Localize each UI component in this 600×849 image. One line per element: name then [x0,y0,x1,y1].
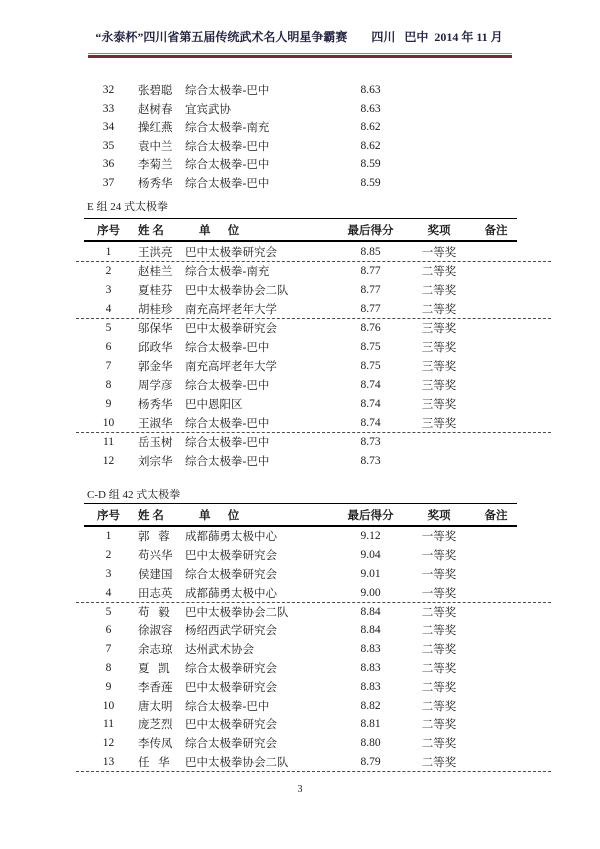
row-number: 1 [105,245,112,258]
row-number: 3 [105,567,112,580]
table-row [84,242,517,261]
athlete-name: 苟兴华 [138,550,173,563]
final-score: 8.79 [360,755,381,768]
award-label: 一等奖 [421,550,457,563]
table-row [84,118,517,137]
table-row [84,546,517,565]
table-row [84,734,517,753]
athlete-name: 邱政华 [138,341,173,354]
final-score: 8.83 [360,680,381,693]
unit-name: 综合太极拳-巴中 [185,436,270,449]
athlete-name: 周学彦 [138,379,173,392]
final-score: 8.73 [360,454,381,467]
final-score: 8.84 [360,605,381,618]
column-header-award: 奖项 [427,224,451,237]
final-score: 8.59 [360,176,381,189]
page-number: 3 [297,784,303,795]
award-label: 一等奖 [421,531,457,544]
award-label: 二等奖 [421,719,457,732]
final-score: 9.04 [360,549,381,562]
unit-name: 综合太极拳-巴中 [185,379,270,392]
final-score: 8.81 [360,718,381,731]
award-label: 二等奖 [421,681,457,694]
table-header-row [84,219,517,242]
final-score: 8.84 [360,624,381,637]
unit-name: 综合太极拳-南充 [185,265,270,278]
award-label: 三等奖 [421,417,457,430]
section-cd-table-body [84,527,517,771]
athlete-name: 杨秀华 [138,177,173,190]
table-row [84,299,517,318]
athlete-name: 郭 蓉 [138,531,170,544]
unit-name: 综合太极拳-南充 [185,122,270,135]
athlete-name: 夏桂芬 [138,284,173,297]
table-row [84,318,517,337]
table-row [84,583,517,602]
award-label: 二等奖 [421,738,457,751]
unit-name: 综合太极拳-巴中 [185,341,270,354]
section-e-table [84,218,517,470]
header-title: “永泰杯”四川省第五届传统武术名人明星争霸赛 [95,30,348,44]
table-row [84,155,517,174]
unit-name: 巴中太极拳研究会 [185,550,277,563]
row-number: 2 [105,264,112,277]
unit-name: 综合太极拳-巴中 [185,177,270,190]
final-score: 9.00 [360,586,381,599]
unit-name: 巴中恩阳区 [185,398,243,411]
athlete-name: 庞芝烈 [138,719,173,732]
page-header [84,28,514,45]
header-rule [88,53,512,58]
unit-name: 南充高坪老年大学 [185,303,277,316]
row-number: 11 [102,435,115,448]
final-score: 8.77 [360,264,381,277]
row-number: 13 [102,755,115,768]
table-row [84,394,517,413]
table-row [84,715,517,734]
athlete-name: 刘宗华 [138,455,173,468]
row-number: 6 [105,340,112,353]
athlete-name: 王淑华 [138,417,173,430]
column-header-score: 最后得分 [347,509,394,522]
table-header-row [84,504,517,527]
athlete-name: 李香莲 [138,681,173,694]
award-label: 二等奖 [421,284,457,297]
final-score: 8.83 [360,661,381,674]
row-number: 10 [102,416,115,429]
final-score: 8.75 [360,340,381,353]
unit-name: 巴中太极拳研究会 [185,719,277,732]
award-label: 一等奖 [421,587,457,600]
athlete-name: 徐淑容 [138,625,173,638]
athlete-name: 李传凤 [138,738,173,751]
header-rule-thin-line [88,53,512,54]
unit-name: 综合太极拳-巴中 [185,85,270,98]
table-row [84,451,517,470]
table-row [84,602,517,621]
final-score: 9.12 [360,530,381,543]
athlete-name: 郭金华 [138,360,173,373]
row-number: 35 [102,139,115,152]
athlete-name: 张碧聪 [138,85,173,98]
final-score: 8.74 [360,397,381,410]
table-row [84,375,517,394]
row-number: 8 [105,378,112,391]
athlete-name: 岳玉树 [138,436,173,449]
final-score: 8.77 [360,302,381,315]
table-row [84,356,517,375]
column-header-note: 备注 [484,224,508,237]
row-number: 9 [105,397,112,410]
final-score: 8.62 [360,139,381,152]
award-label: 二等奖 [421,625,457,638]
unit-name: 综合太极拳研究会 [185,568,277,581]
row-number: 5 [105,321,112,334]
row-number: 33 [102,102,115,115]
row-number: 7 [105,359,112,372]
final-score: 8.85 [360,245,381,258]
award-label: 一等奖 [421,568,457,581]
row-number: 32 [102,84,115,97]
row-number: 6 [105,624,112,637]
unit-name: 成都蒒勇太极中心 [185,531,277,544]
header-venue-date: 四川 巴中 2014 年 11 月 [371,30,503,44]
table-row [84,640,517,659]
unit-name: 巴中太极拳协会二队 [185,284,289,297]
column-header-no: 序号 [97,224,120,237]
unit-name: 宜宾武协 [185,103,231,116]
final-score: 8.63 [360,102,381,115]
row-number: 10 [102,699,115,712]
athlete-name: 田志英 [138,587,173,600]
award-label: 三等奖 [421,341,457,354]
table-row [84,677,517,696]
row-number: 8 [105,661,112,674]
unit-name: 巴中太极拳研究会 [185,681,277,694]
table-row [84,753,517,772]
row-number: 9 [105,680,112,693]
final-score: 8.76 [360,321,381,334]
athlete-name: 余志琼 [138,644,173,657]
row-number: 7 [105,643,112,656]
column-header-score: 最后得分 [347,224,394,237]
column-header-name: 姓 名 [138,509,164,522]
final-score: 8.80 [360,737,381,750]
athlete-name: 杨秀华 [138,398,173,411]
continuation-table [84,81,517,192]
athlete-name: 胡桂珍 [138,303,173,316]
column-header-unit: 单 位 [199,224,240,237]
award-label: 二等奖 [421,700,457,713]
unit-name: 杨绍西武学研究会 [185,625,277,638]
award-label: 二等奖 [421,606,457,619]
final-score: 8.73 [360,435,381,448]
table-row [84,100,517,119]
table-row [84,659,517,678]
table-row [84,565,517,584]
row-number: 12 [102,454,115,467]
athlete-name: 王洪亮 [138,246,173,259]
column-header-note: 备注 [484,509,508,522]
table-row [84,621,517,640]
table-row [84,174,517,193]
athlete-name: 唐太明 [138,700,173,713]
table-row [84,337,517,356]
table-row [84,432,517,451]
final-score: 8.74 [360,416,381,429]
row-number: 5 [105,605,112,618]
final-score: 8.75 [360,359,381,372]
unit-name: 巴中太极拳协会二队 [185,606,289,619]
table-row [84,413,517,432]
award-label: 二等奖 [421,756,457,769]
unit-name: 综合太极拳-巴中 [185,159,270,172]
row-number: 12 [102,737,115,750]
unit-name: 综合太极拳-巴中 [185,700,270,713]
table-row [84,280,517,299]
award-label: 三等奖 [421,398,457,411]
row-number: 34 [102,121,115,134]
final-score: 8.77 [360,283,381,296]
table-row [84,81,517,100]
header-rule-thick-line [88,55,512,58]
award-label: 三等奖 [421,379,457,392]
award-label: 三等奖 [421,322,457,335]
section-e-title: E 组 24 式太极拳 [87,201,168,213]
unit-name: 综合太极拳-巴中 [185,417,270,430]
column-header-name: 姓 名 [138,224,164,237]
athlete-name: 赵桂兰 [138,265,173,278]
athlete-name: 操红燕 [138,122,173,135]
athlete-name: 任 华 [138,756,170,769]
table-row [84,527,517,546]
award-label: 二等奖 [421,303,457,316]
final-score: 8.59 [360,158,381,171]
column-header-unit: 单 位 [199,509,240,522]
award-label: 二等奖 [421,644,457,657]
row-number: 1 [105,530,112,543]
unit-name: 南充高坪老年大学 [185,360,277,373]
row-number: 4 [105,302,112,315]
award-label: 二等奖 [421,662,457,675]
unit-name: 达州武术协会 [185,644,254,657]
table-row [84,137,517,156]
row-number: 4 [105,586,112,599]
unit-name: 成都蒒勇太极中心 [185,587,277,600]
unit-name: 综合太极拳-巴中 [185,455,270,468]
row-number: 2 [105,549,112,562]
unit-name: 综合太极拳研究会 [185,738,277,751]
award-label: 二等奖 [421,265,457,278]
column-header-award: 奖项 [427,509,451,522]
final-score: 9.01 [360,567,381,580]
athlete-name: 苟 毅 [138,606,170,619]
final-score: 8.83 [360,643,381,656]
row-number: 37 [102,176,115,189]
final-score: 8.62 [360,121,381,134]
award-label: 三等奖 [421,360,457,373]
athlete-name: 袁中兰 [138,140,173,153]
unit-name: 巴中太极拳协会二队 [185,756,289,769]
unit-name: 巴中太极拳研究会 [185,246,277,259]
row-number: 36 [102,158,115,171]
unit-name: 综合太极拳研究会 [185,662,277,675]
section-e-table-body [84,242,517,470]
section-cd-title: C-D 组 42 式太极拳 [87,489,181,501]
unit-name: 巴中太极拳研究会 [185,322,277,335]
athlete-name: 邬保华 [138,322,173,335]
unit-name: 综合太极拳-巴中 [185,140,270,153]
athlete-name: 侯建国 [138,568,173,581]
row-number: 3 [105,283,112,296]
athlete-name: 李菊兰 [138,159,173,172]
award-label: 一等奖 [421,246,457,259]
row-number: 11 [102,718,115,731]
column-header-no: 序号 [97,509,120,522]
table-row [84,696,517,715]
athlete-name: 夏 凯 [138,662,170,675]
section-cd-table [84,503,517,771]
final-score: 8.82 [360,699,381,712]
athlete-name: 赵树春 [138,103,173,116]
table-row [84,261,517,280]
final-score: 8.63 [360,84,381,97]
final-score: 8.74 [360,378,381,391]
